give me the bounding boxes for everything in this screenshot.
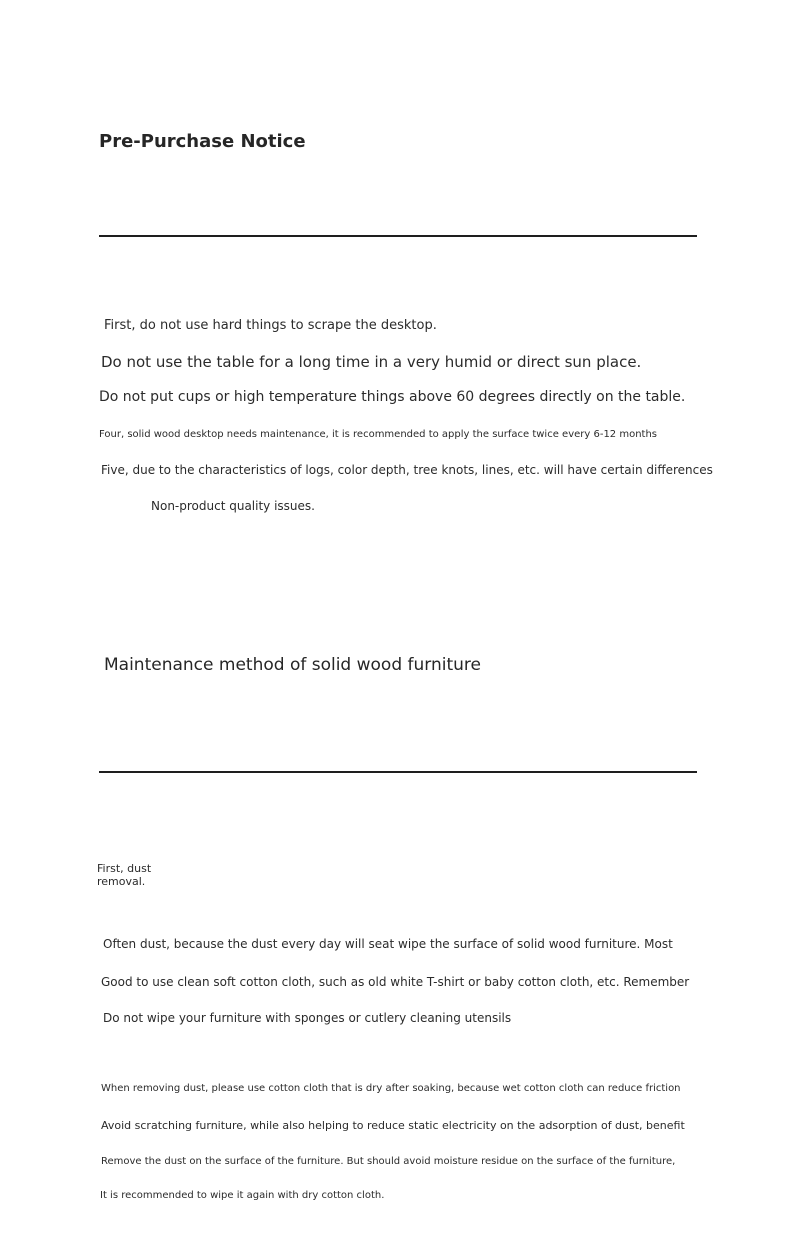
dust-removal-subheading: First, dust removal. xyxy=(97,862,152,888)
maintenance-line-3: Do not wipe your furniture with sponges or cutlery cleaning utensils xyxy=(103,1011,512,1025)
notice-title: Pre-Purchase Notice xyxy=(99,131,306,152)
notice-item-1: First, do not use hard things to scrape the desktop. xyxy=(104,318,437,333)
notice-item-3: Do not put cups or high temperature things above 60 degrees directly on the table. xyxy=(99,389,686,405)
notice-item-4: Four, solid wood desktop needs maintenance, it is recommended to apply the surface twice every 6-12 months xyxy=(99,429,658,440)
maintenance-line-7: It is recommended to wipe it again with dry cotton cloth. xyxy=(100,1190,385,1201)
maintenance-line-4: When removing dust, please use cotton cloth that is dry after soaking, because wet cotton cloth can reduce friction xyxy=(101,1083,681,1094)
maintenance-line-5: Avoid scratching furniture, while also helping to reduce static electricity on the adsorption of dust, benefit xyxy=(101,1119,685,1132)
maintenance-title: Maintenance method of solid wood furniture xyxy=(104,655,481,675)
maintenance-line-1: Often dust, because the dust every day will seat wipe the surface of solid wood furniture. Most xyxy=(103,937,673,951)
notice-divider xyxy=(99,235,697,237)
maintenance-line-2: Good to use clean soft cotton cloth, such as old white T-shirt or baby cotton cloth, etc. Remember xyxy=(101,975,690,989)
notice-item-5: Five, due to the characteristics of logs, color depth, tree knots, lines, etc. will have certain differences xyxy=(101,463,713,477)
maintenance-divider xyxy=(99,771,697,773)
notice-item-2: Do not use the table for a long time in a very humid or direct sun place. xyxy=(101,353,642,371)
notice-item-6: Non-product quality issues. xyxy=(151,499,315,513)
maintenance-line-6: Remove the dust on the surface of the furniture. But should avoid moisture residue on the surface of the furniture, xyxy=(101,1156,676,1167)
